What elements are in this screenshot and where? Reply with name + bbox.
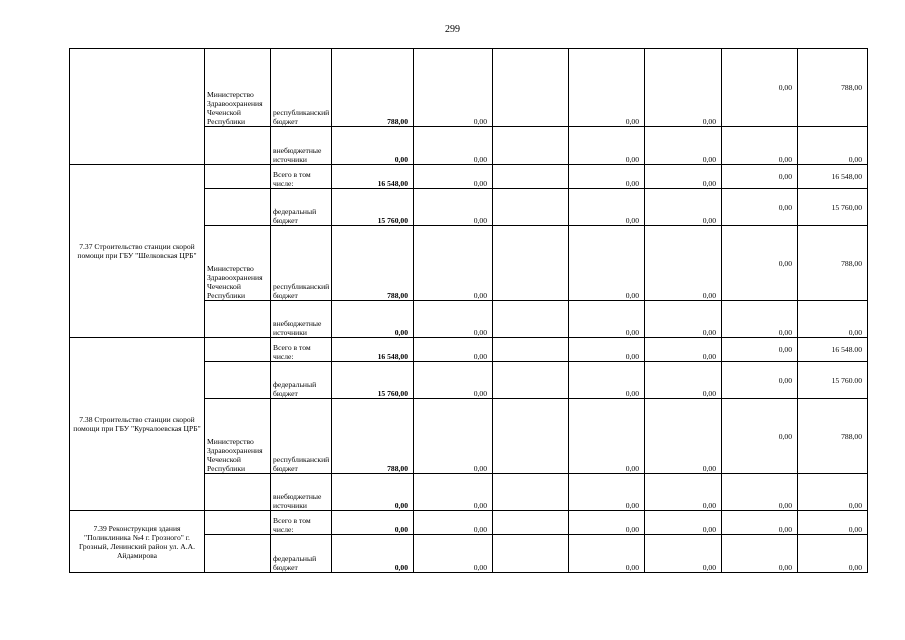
cell-c5: 0,00 — [645, 474, 722, 511]
cell-c6: 0,00 — [722, 399, 798, 474]
source-label: внебюджетные источники — [271, 127, 332, 165]
budget-table — [69, 48, 868, 573]
cell-c5: 0,00 — [645, 511, 722, 535]
cell-c7: 16 548.00 — [798, 338, 868, 362]
cell-c2: 0,00 — [414, 165, 493, 189]
cell-c5: 0,00 — [645, 226, 722, 301]
project-cell — [70, 49, 205, 165]
source-label: внебюджетные источники — [271, 474, 332, 511]
cell-c7: 0,00 — [798, 535, 868, 573]
cell-c3 — [493, 226, 569, 301]
cell-c2: 0,00 — [414, 399, 493, 474]
cell-c4: 0,00 — [569, 49, 645, 127]
cell-c4: 0,00 — [569, 474, 645, 511]
table-row — [70, 511, 868, 535]
cell-c6: 0,00 — [722, 338, 798, 362]
cell-c4: 0,00 — [569, 301, 645, 338]
cell-c1: 0,00 — [332, 474, 414, 511]
cell-c4: 0,00 — [569, 362, 645, 399]
cell-c6: 0,00 — [722, 49, 798, 127]
cell-c1: 0,00 — [332, 127, 414, 165]
cell-c3 — [493, 165, 569, 189]
cell-c7: 15 760,00 — [798, 189, 868, 226]
source-label: республиканский бюджет — [271, 49, 332, 127]
cell-c7: 788,00 — [798, 226, 868, 301]
cell-c2: 0,00 — [414, 49, 493, 127]
project-cell: 7.38 Строительство станции скорой помощи при ГБУ "Курчалоевская ЦРБ" — [70, 338, 205, 511]
cell-c6: 0,00 — [722, 165, 798, 189]
cell-c7: 0,00 — [798, 127, 868, 165]
cell-c1: 0,00 — [332, 301, 414, 338]
cell-c5: 0,00 — [645, 49, 722, 127]
cell-c7: 0,00 — [798, 301, 868, 338]
cell-c1: 16 548,00 — [332, 338, 414, 362]
cell-c3 — [493, 362, 569, 399]
cell-c2: 0,00 — [414, 226, 493, 301]
cell-c4: 0,00 — [569, 399, 645, 474]
cell-c1: 0,00 — [332, 511, 414, 535]
source-label: Всего в том числе: — [271, 511, 332, 535]
cell-c4: 0,00 — [569, 189, 645, 226]
cell-c3 — [493, 189, 569, 226]
cell-c2: 0,00 — [414, 189, 493, 226]
cell-c1: 0,00 — [332, 535, 414, 573]
source-label: федеральный бюджет — [271, 362, 332, 399]
cell-c1: 788,00 — [332, 49, 414, 127]
source-label: федеральный бюджет — [271, 535, 332, 573]
cell-c6: 0,00 — [722, 535, 798, 573]
cell-c1: 16 548,00 — [332, 165, 414, 189]
cell-c3 — [493, 474, 569, 511]
source-label: внебюджетные источники — [271, 301, 332, 338]
table-row — [70, 338, 868, 362]
cell-c3 — [493, 399, 569, 474]
cell-c3 — [493, 535, 569, 573]
cell-c6: 0,00 — [722, 474, 798, 511]
table-row — [70, 49, 868, 127]
cell-c3 — [493, 511, 569, 535]
project-cell: 7.39 Реконструкция здания "Поликлиника №4 г. Грозного" г. Грозный, Ленинский район ул. А.А. Айдамирова — [70, 511, 205, 573]
cell-c5: 0,00 — [645, 127, 722, 165]
table-row — [70, 165, 868, 189]
cell-c3 — [493, 338, 569, 362]
cell-c5: 0,00 — [645, 399, 722, 474]
cell-c3 — [493, 49, 569, 127]
cell-c3 — [493, 127, 569, 165]
cell-c6: 0,00 — [722, 511, 798, 535]
cell-c2: 0,00 — [414, 127, 493, 165]
cell-c6: 0,00 — [722, 301, 798, 338]
cell-c6: 0,00 — [722, 189, 798, 226]
source-label: республиканский бюджет — [271, 399, 332, 474]
cell-c4: 0,00 — [569, 511, 645, 535]
cell-c2: 0,00 — [414, 535, 493, 573]
cell-c7: 788,00 — [798, 49, 868, 127]
source-label: Всего в том числе: — [271, 338, 332, 362]
cell-c7: 0,00 — [798, 474, 868, 511]
cell-c5: 0,00 — [645, 338, 722, 362]
cell-c5: 0,00 — [645, 189, 722, 226]
cell-c7: 15 760.00 — [798, 362, 868, 399]
cell-c5: 0,00 — [645, 535, 722, 573]
cell-c4: 0,00 — [569, 226, 645, 301]
executor-cell: Министерство Здравоохранения Чеченской Республики — [205, 226, 271, 301]
cell-c1: 788,00 — [332, 226, 414, 301]
cell-c7: 0,00 — [798, 511, 868, 535]
cell-c4: 0,00 — [569, 127, 645, 165]
cell-c4: 0,00 — [569, 535, 645, 573]
cell-c2: 0,00 — [414, 474, 493, 511]
executor-cell: Министерство Здравоохранения Чеченской Республики — [205, 49, 271, 127]
source-label: федеральный бюджет — [271, 189, 332, 226]
source-label: республиканский бюджет — [271, 226, 332, 301]
page-number: 299 — [445, 24, 460, 35]
cell-c1: 788,00 — [332, 399, 414, 474]
source-label: Всего в том числе: — [271, 165, 332, 189]
cell-c2: 0,00 — [414, 338, 493, 362]
cell-c6: 0,00 — [722, 127, 798, 165]
cell-c5: 0,00 — [645, 362, 722, 399]
cell-c5: 0,00 — [645, 165, 722, 189]
cell-c1: 15 760,00 — [332, 189, 414, 226]
cell-c1: 15 760,00 — [332, 362, 414, 399]
cell-c7: 788,00 — [798, 399, 868, 474]
cell-c6: 0,00 — [722, 226, 798, 301]
cell-c5: 0,00 — [645, 301, 722, 338]
cell-c2: 0,00 — [414, 362, 493, 399]
cell-c6: 0,00 — [722, 362, 798, 399]
cell-c4: 0,00 — [569, 338, 645, 362]
cell-c4: 0,00 — [569, 165, 645, 189]
cell-c7: 16 548,00 — [798, 165, 868, 189]
cell-c2: 0,00 — [414, 511, 493, 535]
executor-cell: Министерство Здравоохранения Чеченской Республики — [205, 399, 271, 474]
cell-c3 — [493, 301, 569, 338]
cell-c2: 0,00 — [414, 301, 493, 338]
project-cell: 7.37 Строительство станции скорой помощи при ГБУ "Шелковская ЦРБ" — [70, 165, 205, 338]
